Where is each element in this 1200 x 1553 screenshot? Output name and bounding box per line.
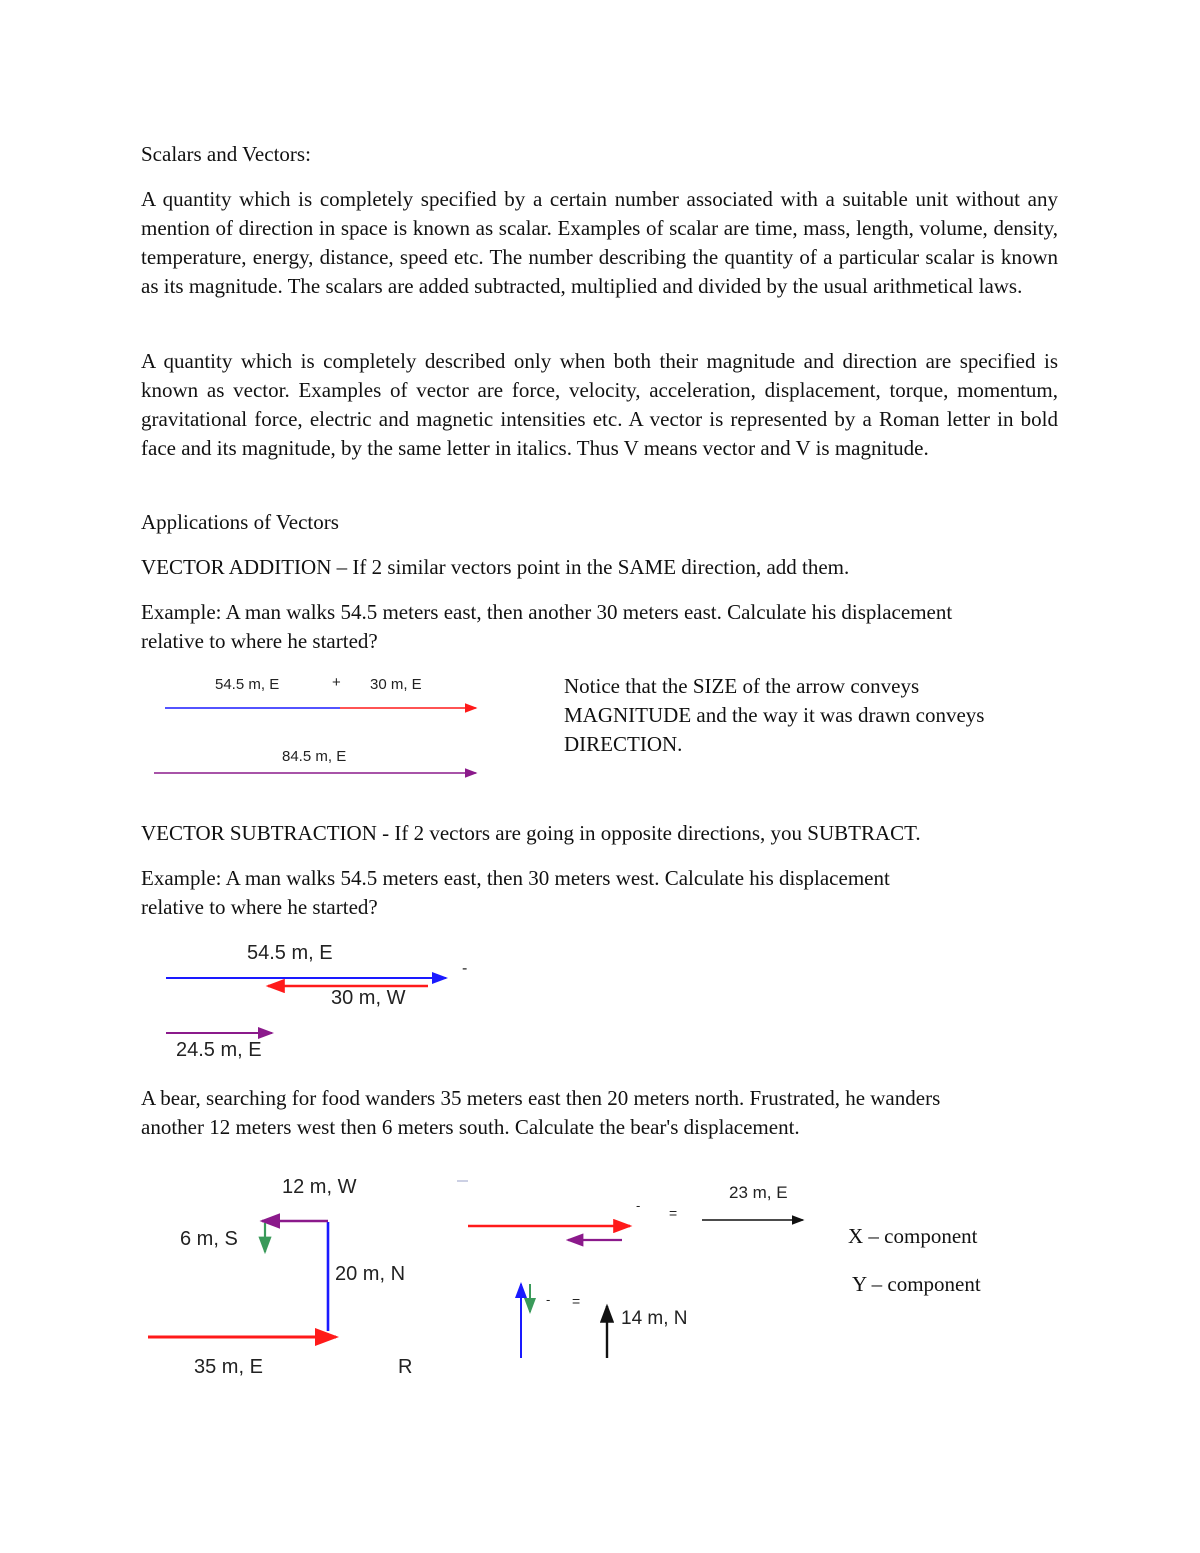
addition-first-label: 54.5 m, E bbox=[215, 676, 280, 693]
vector-paragraph: A quantity which is completely described only when both their magnitude and direction are specified is known as vector. Examples of vector are force, velocity, acceleration, displacement, torque, momentum, gravitational force, electric and magnetic intensities etc. A vector is represented by a Roman letter in bold face and its magnitude, by the same letter in italics. Thus V means vector and V is magnitude. bbox=[141, 349, 1058, 460]
note-line-3: DIRECTION. bbox=[564, 732, 683, 756]
note-line-2: MAGNITUDE and the way it was drawn conveys bbox=[564, 703, 985, 727]
addition-result-label: 84.5 m, E bbox=[282, 748, 347, 765]
x-equals-sign: = bbox=[669, 1205, 678, 1221]
bear-problem-line-1: A bear, searching for food wanders 35 meters east then 20 meters north. Frustrated, he wanders bbox=[141, 1086, 941, 1110]
subtraction-example-line-1: Example: A man walks 54.5 meters east, then 30 meters west. Calculate his displacement bbox=[141, 866, 890, 890]
addition-plus-sign: + bbox=[332, 674, 341, 691]
bear-west-label: 12 m, W bbox=[282, 1176, 357, 1198]
y-minus-sign: - bbox=[546, 1292, 551, 1307]
addition-example-line-1: Example: A man walks 54.5 meters east, then another 30 meters east. Calculate his displacement bbox=[141, 600, 953, 624]
subtraction-first-label: 54.5 m, E bbox=[247, 942, 333, 964]
x-component-label: X – component bbox=[848, 1224, 978, 1248]
subtraction-result-label: 24.5 m, E bbox=[176, 1039, 262, 1061]
y-result-label: 14 m, N bbox=[621, 1308, 688, 1329]
y-equals-sign: = bbox=[572, 1293, 581, 1309]
addition-example-line-2: relative to where he started? bbox=[141, 629, 378, 653]
applications-heading: Applications of Vectors bbox=[141, 510, 339, 534]
subtraction-minus-sign: - bbox=[462, 960, 468, 977]
bear-north-label: 20 m, N bbox=[335, 1263, 406, 1285]
addition-second-label: 30 m, E bbox=[370, 676, 422, 693]
page-heading: Scalars and Vectors: bbox=[141, 142, 311, 166]
x-minus-sign: - bbox=[636, 1198, 641, 1213]
scalar-paragraph: A quantity which is completely specified by a certain number associated with a suitable unit without any mention of direction in space is known as scalar. Examples of scalar are time, mass, length, volume, density, temperature, energy, distance, speed etc. The number describing the quantity of a particular scalar is known as its magnitude. The scalars are added subtracted, multiplied and divided by the usual arithmetical laws. bbox=[141, 187, 1058, 298]
bear-problem-line-2: another 12 meters west then 6 meters south. Calculate the bear's displacement. bbox=[141, 1115, 800, 1139]
subtraction-example-line-2: relative to where he started? bbox=[141, 895, 378, 919]
bear-resultant-label: R bbox=[398, 1356, 413, 1378]
subtraction-rule: VECTOR SUBTRACTION - If 2 vectors are going in opposite directions, you SUBTRACT. bbox=[141, 821, 921, 845]
y-component-label: Y – component bbox=[852, 1272, 981, 1296]
bear-east-label: 35 m, E bbox=[194, 1356, 263, 1378]
x-result-label: 23 m, E bbox=[729, 1183, 788, 1202]
note-line-1: Notice that the SIZE of the arrow conveys bbox=[564, 674, 920, 698]
bear-south-label: 6 m, S bbox=[180, 1228, 238, 1250]
addition-rule: VECTOR ADDITION – If 2 similar vectors point in the SAME direction, add them. bbox=[141, 555, 850, 579]
subtraction-second-label: 30 m, W bbox=[331, 987, 406, 1009]
